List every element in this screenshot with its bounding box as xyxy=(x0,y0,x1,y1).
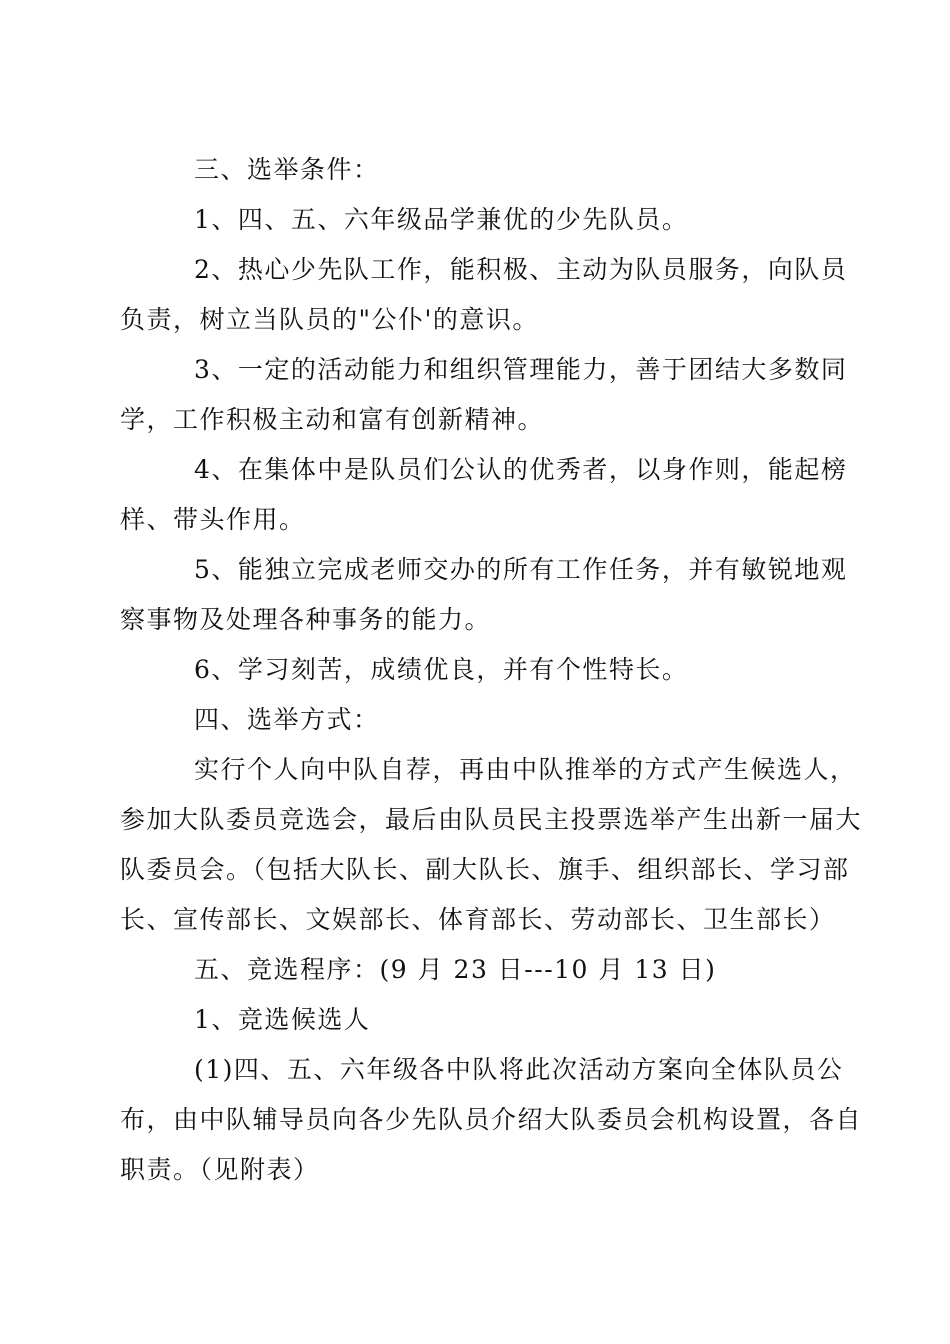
condition-6: 6、学习刻苦，成绩优良，并有个性特长。 xyxy=(194,655,689,684)
condition-3-line-1: 3、一定的活动能力和组织管理能力，善于团结大多数同 xyxy=(194,355,848,384)
method-line-1: 实行个人向中队自荐，再由中队推举的方式产生候选人， xyxy=(194,755,857,784)
step-1-1-line-3: 职责。（见附表） xyxy=(120,1155,320,1184)
condition-2-line-2: 负责，树立当队员的"公仆'的意识。 xyxy=(120,305,539,334)
condition-5-line-2: 察事物及处理各种事务的能力。 xyxy=(120,605,492,634)
condition-2-line-1: 2、热心少先队工作，能积极、主动为队员服务，向队员 xyxy=(194,255,848,284)
step-1-1-line-2: 布，由中队辅导员向各少先队员介绍大队委员会机构设置，各自 xyxy=(120,1105,863,1134)
condition-3-line-2: 学，工作积极主动和富有创新精神。 xyxy=(120,405,545,434)
condition-4-line-1: 4、在集体中是队员们公认的优秀者，以身作则，能起榜 xyxy=(194,455,848,484)
step-1-heading: 1、竞选候选人 xyxy=(194,1005,371,1034)
condition-4-line-2: 样、带头作用。 xyxy=(120,505,306,534)
section-heading-election-procedure: 五、竞选程序：(9 月 23 日---10 月 13 日) xyxy=(194,955,717,984)
method-line-4: 长、宣传部长、文娱部长、体育部长、劳动部长、卫生部长） xyxy=(120,905,836,934)
condition-5-line-1: 5、能独立完成老师交办的所有工作任务，并有敏锐地观 xyxy=(194,555,848,584)
condition-1: 1、四、五、六年级品学兼优的少先队员。 xyxy=(194,205,689,234)
section-heading-election-method: 四、选举方式： xyxy=(194,705,380,734)
step-1-1-line-1: (1)四、五、六年级各中队将此次活动方案向全体队员公 xyxy=(194,1055,844,1084)
method-line-2: 参加大队委员竞选会，最后由队员民主投票选举产生出新一届大 xyxy=(120,805,863,834)
method-line-3: 队委员会。（包括大队长、副大队长、旗手、组织部长、学习部 xyxy=(120,855,850,884)
section-heading-election-conditions: 三、选举条件： xyxy=(194,155,380,184)
